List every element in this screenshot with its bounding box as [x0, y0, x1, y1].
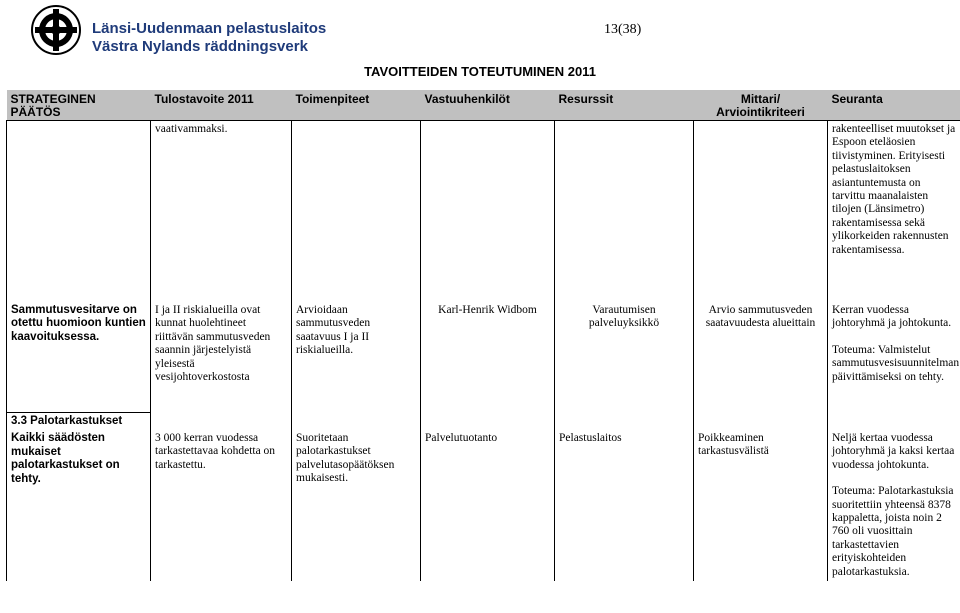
page-number: 13(38) — [604, 22, 642, 37]
goals-table — [6, 90, 960, 581]
col-header-target: Tulostavoite 2011 — [151, 90, 292, 121]
strategic-decision-text: Kaikki säädösten mukaiset palotarkastukset on tehty. — [11, 432, 120, 485]
cell-target: vaativammaksi. — [151, 121, 292, 299]
col-header-actions: Toimenpiteet — [292, 90, 421, 121]
cell-resources: Pelastuslaitos — [555, 412, 694, 581]
cell-metric: Poikkeaminen tarkastusvälistä — [694, 412, 828, 581]
rescue-department-logo-icon — [30, 4, 82, 56]
table-header-row — [7, 90, 960, 121]
organization-name-fi: Länsi-Uudenmaan pelastuslaitos — [92, 20, 327, 37]
col-header-strategic-decision: STRATEGINEN PÄÄTÖS — [7, 90, 151, 121]
cell-metric: Arvio sammutusveden saatavuudesta alueittain — [694, 298, 828, 412]
section-heading: 3.3 Palotarkastukset — [7, 412, 150, 430]
cell-responsible: Karl-Henrik Widbom — [421, 298, 555, 412]
col-header-responsible: Vastuuhenkilöt — [421, 90, 555, 121]
page-header — [0, 0, 960, 90]
followup-result: Toteuma: Palotarkastuksia suoritettiin yhteensä 8378 kappaletta, joista noin 2 760 oli vuosittain tarkastettavien erityiskohteiden palotarkastuksia. — [832, 485, 954, 578]
table-row — [7, 121, 960, 299]
col-header-resources: Resurssit — [555, 90, 694, 121]
table-row — [7, 298, 960, 412]
followup-result: Toteuma: Valmistelut sammutusvesisuunnitelman päivittämiseksi on tehty. — [832, 343, 960, 383]
cell-actions: Arvioidaan sammutusveden saatavuus I ja II riskialueilla. — [292, 298, 421, 412]
document-title: TAVOITTEIDEN TOTEUTUMINEN 2011 — [364, 64, 596, 79]
cell-empty — [7, 121, 151, 299]
cell-actions: Suoritetaan palotarkastukset palvelutasopäätöksen mukaisesti. — [292, 412, 421, 581]
followup-schedule: Kerran vuodessa johtoryhmä ja johtokunta. — [832, 304, 952, 330]
cell-followup: rakenteelliset muutokset ja Espoon eteläosien tiivistyminen. Erityisesti pelastuslaitoksen asiantuntemusta on tarvittu maanalaisten tilojen (Länsimetro) rakentamisessa sekä ylikorkeiden rakennusten rakentamisessa. — [828, 121, 960, 299]
cell-empty — [694, 121, 828, 299]
cell-strategic-decision — [7, 412, 151, 581]
cell-empty — [421, 121, 555, 299]
cell-target: I ja II riskialueilla ovat kunnat huolehtineet riittävän sammutusveden saannin järjestelyistä yleisestä vesijohtoverkostosta — [151, 298, 292, 412]
cell-responsible: Palvelutuotanto — [421, 412, 555, 581]
col-header-followup: Seuranta — [828, 90, 960, 121]
table-row — [7, 412, 960, 581]
organization-name-sv: Västra Nylands räddningsverk — [92, 38, 308, 55]
cell-empty — [292, 121, 421, 299]
cell-resources: Varautumisen palveluyksikkö — [555, 298, 694, 412]
followup-schedule: Neljä kertaa vuodessa johtoryhmä ja kaksi kertaa vuodessa johtokunta. — [832, 432, 955, 471]
cell-followup — [828, 298, 960, 412]
cell-target: 3 000 kerran vuodessa tarkastettavaa kohdetta on tarkastettu. — [151, 412, 292, 581]
cell-strategic-decision: Sammutusvesitarve on otettu huomioon kuntien kaavoituksessa. — [7, 298, 151, 412]
cell-empty — [555, 121, 694, 299]
cell-followup — [828, 412, 960, 581]
col-header-metric: Mittari/ Arviointikriteeri — [694, 90, 828, 121]
